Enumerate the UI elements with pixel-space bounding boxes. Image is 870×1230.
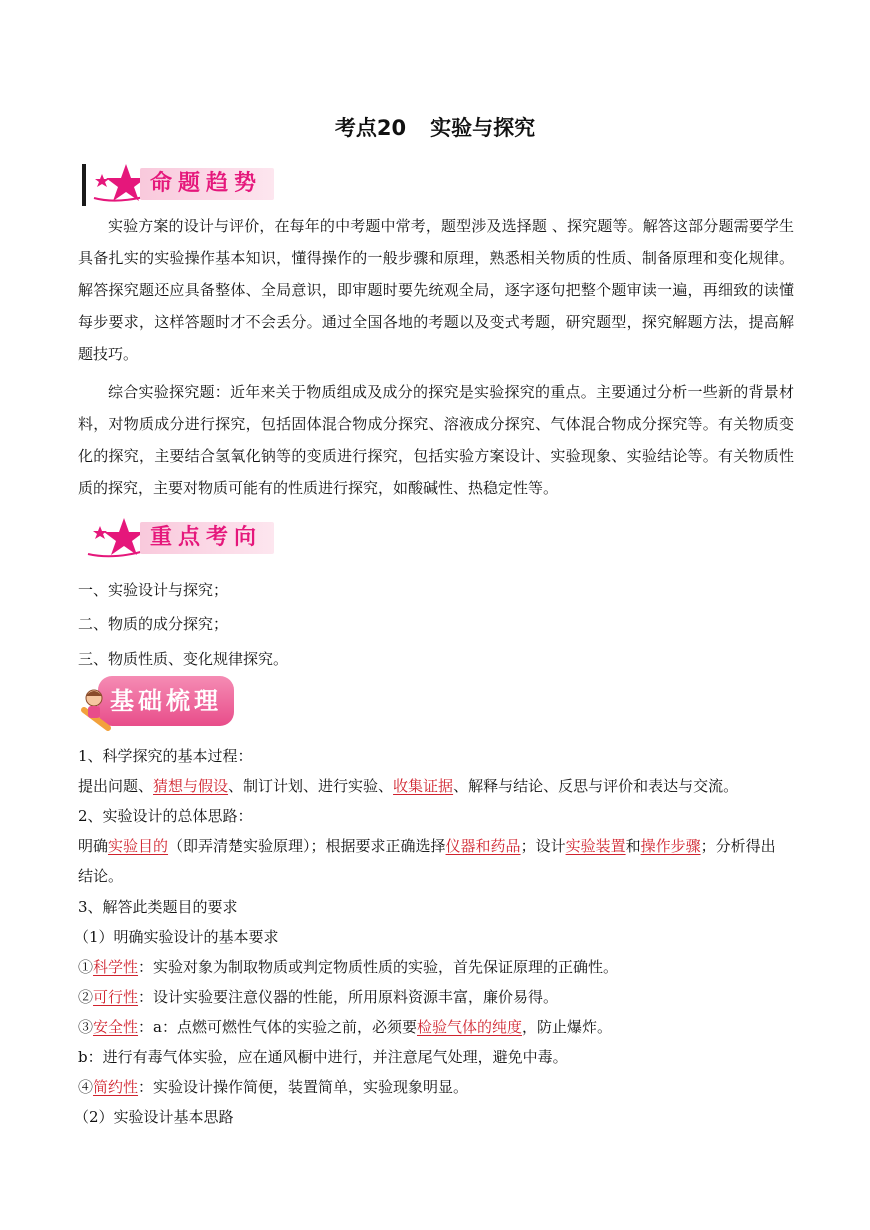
- basics-design-line-cont: 结论。: [78, 867, 124, 885]
- keyword-feasible: 可行性: [93, 988, 139, 1006]
- section-banner-trend: [78, 160, 288, 208]
- keyword-hypothesis: 猜想与假设: [153, 777, 229, 795]
- text: （即弄清楚实验原理）；根据要求正确选择: [168, 837, 446, 855]
- keyword-steps: 操作步骤: [640, 837, 701, 855]
- req-simple: [78, 1071, 794, 1103]
- text: ：实验设计操作简便，装置简单，实验现象明显。: [138, 1078, 469, 1096]
- keyword-gas-purity: 检验气体的纯度: [416, 1018, 522, 1036]
- basics-design-line: [78, 830, 794, 862]
- number: ④: [78, 1078, 94, 1096]
- focus-item-1: 一、实验设计与探究；: [78, 581, 229, 599]
- keyword-instruments: 仪器和药品: [445, 837, 521, 855]
- basics-sub-1: （1）明确实验设计的基本要求: [74, 928, 279, 946]
- focus-item-3: 三、物质性质、变化规律探究。: [78, 650, 289, 668]
- text: 明确: [78, 837, 109, 855]
- basics-process-line: [78, 770, 794, 802]
- text: ：实验对象为制取物质或判定物质性质的实验，首先保证原理的正确性。: [138, 958, 619, 976]
- trend-paragraph-1: 实验方案的设计与评价，在每年的中考题中常考，题型涉及选择题 、探究题等。解答这部分题需要学生具备扎实的实验操作基本知识，懂得操作的一般步骤和原理，熟悉相关物质的性质、制备原理和变化规律。解答探究题还应具备整体、全局意识，即审题时要先统观全局，逐字逐句把整个题审读一遍，再细致的读懂每步要求，这样答题时才不会丢分。通过全国各地的考题以及变式考题，研究题型，探究解题方法，提高解题技巧。: [78, 217, 794, 363]
- keyword-apparatus: 实验装置: [565, 837, 626, 855]
- keyword-simple: 简约性: [93, 1078, 139, 1096]
- basics-heading-1: 1、科学探究的基本过程：: [78, 747, 253, 765]
- basics-sub-2: （2）实验设计基本思路: [74, 1108, 234, 1126]
- req-safety: [78, 1011, 794, 1043]
- section-banner-basics: [78, 674, 238, 730]
- basics-heading-3: 3、解答此类题目的要求: [78, 898, 238, 916]
- keyword-collect-evidence: 收集证据: [393, 777, 454, 795]
- trend-paragraphs: [78, 210, 794, 504]
- girl-icon: [78, 688, 114, 732]
- text: ，防止爆炸。: [522, 1018, 613, 1036]
- req-safety-b: b：进行有毒气体实验，应在通风橱中进行，并注意尾气处理，避免中毒。: [78, 1048, 568, 1066]
- banner-label: 重点考向: [140, 522, 274, 554]
- kaodian-number: 考点20: [334, 116, 407, 140]
- banner-label: 基础梳理: [98, 676, 234, 726]
- number: ③: [78, 1018, 94, 1036]
- topic-name: 实验与探究: [430, 116, 536, 140]
- section-banner-focus: [78, 514, 288, 562]
- text: 、解释与结论、反思与评价和表达与交流。: [453, 777, 739, 795]
- keyword-purpose: 实验目的: [108, 837, 169, 855]
- text: ；设计: [520, 837, 566, 855]
- basics-heading-2: 2、实验设计的总体思路：: [78, 807, 253, 825]
- text: 提出问题、: [78, 777, 154, 795]
- text: ：设计实验要注意仪器的性能，所用原料资源丰富，廉价易得。: [138, 988, 559, 1006]
- page-title: [0, 112, 870, 142]
- number: ②: [78, 988, 94, 1006]
- number: ①: [78, 958, 94, 976]
- keyword-scientific: 科学性: [93, 958, 139, 976]
- text: 、制订计划、进行实验、: [228, 777, 394, 795]
- text: ；分析得出: [700, 837, 776, 855]
- text: ：a：点燃可燃性气体的实验之前，必须要: [138, 1018, 417, 1036]
- trend-paragraph-2: 综合实验探究题：近年来关于物质组成及成分的探究是实验探究的重点。主要通过分析一些新的背景材料，对物质成分进行探究，包括固体混合物成分探究、溶液成分探究、气体混合物成分探究等。有关物质变化的探究，主要结合氢氧化钠等的变质进行探究，包括实验方案设计、实验现象、实验结论等。有关物质性质的探究，主要对物质可能有的性质进行探究，如酸碱性、热稳定性等。: [78, 383, 794, 497]
- banner-label: 命题趋势: [140, 168, 274, 200]
- text: 和: [625, 837, 641, 855]
- focus-item-2: 二、物质的成分探究；: [78, 615, 229, 633]
- req-scientific: [78, 951, 794, 983]
- keyword-safety: 安全性: [93, 1018, 139, 1036]
- req-feasible: [78, 981, 794, 1013]
